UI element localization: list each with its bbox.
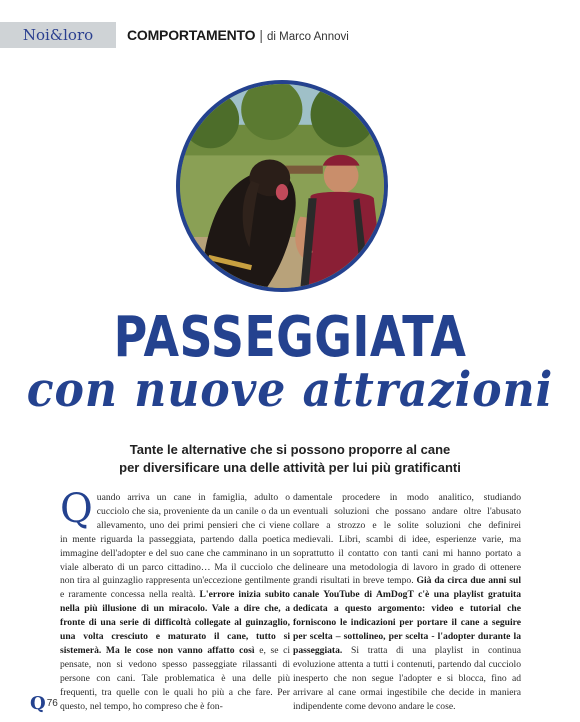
body-right-text-2: Si tratta di una playlist in continua evoluzione attenta a tutti i contenuti, partendo dal cucciolo inesperto che non segue l'adopter e si blocca, fino ad arrivare al cane ormai ingestibile che decide in maniera indipendente come devono andare le cose. (293, 644, 521, 712)
section-tab: Noi&loro (0, 22, 116, 48)
body-column-left (60, 486, 290, 714)
page-header (0, 22, 580, 48)
photo-illustration (180, 84, 384, 288)
body-right-bold-1: Già da circa due anni sul canale YouTube di AmDogT c'è una playlist gratuita dedicata a questo argomento: video e tutorial che forniscono le indicazioni per portare il cane a seguire per scelta – sottolineo, per scelta - l'adopter durante la passeggiata. (293, 575, 521, 656)
body-left-text-1: uando arriva un cane in famiglia, adulto o cucciolo che sia, proveniente da un canile o da un allevamento, uno dei primi pensieri che ci viene in mente riguarda la passeggiata, partendo dalla poetica immagine dell'adopter e del suo cane che camminano in un viale alberato di un parco cittadino… Ma il cucciolo che non tira al guinzaglio rappresenta un'eccezione gentilmente e raramente concessa nella realtà. (60, 492, 290, 601)
drop-cap: Q (60, 486, 93, 532)
lead-line-2: per diversificare una delle attività per lui più gratificanti (119, 460, 461, 475)
body-left-bold-1: L'errore inizia subito nella più illusione di un miracolo. Vale a dire che, a fronte di una serie di difficoltà collegate al guinzaglio, una volta cresciuto e maturato il cane, tutto si sistemerà. Ma le cose non vanno affatto così (60, 589, 290, 656)
category-label: COMPORTAMENTO (127, 27, 256, 43)
body-left-text-2: e, se ci pensate, non si vedono spesso passeggiate rilassanti di persone con cani. Tale problematica è una delle più frequenti, tra quelle con le quali ho più a che fare. Per questo, nel tempo, ho compreso che è fon- (60, 644, 290, 712)
author-byline: di Marco Annovi (266, 31, 349, 43)
body-column-right (293, 491, 521, 714)
magazine-logo-icon: Q (30, 693, 46, 714)
lead-line-1: Tante le alternative che si possono proporre al cane (129, 442, 451, 457)
article-lead (60, 441, 520, 477)
article-title: PASSEGGIATA (113, 305, 467, 370)
rubric-separator: | (259, 27, 263, 43)
article-subtitle: con nuove attrazioni (26, 362, 554, 418)
body-right-text-1: damentale procedere in modo analitico, studiando eventuali soluzioni che possano andare oltre l'abusato collare a strozzo e le solite soluzioni che definirei medievali. Libri, scambi di idee, esperienze varie, ma soprattutto il contatto con tanti cani mi hanno portato a delineare una metodologia di lavoro in grado di ottenere grandi risultati in breve tempo. (293, 492, 521, 587)
rubric (127, 27, 349, 43)
page-number: 76 (46, 698, 58, 709)
article-photo (176, 80, 388, 292)
page-folio (30, 693, 58, 714)
